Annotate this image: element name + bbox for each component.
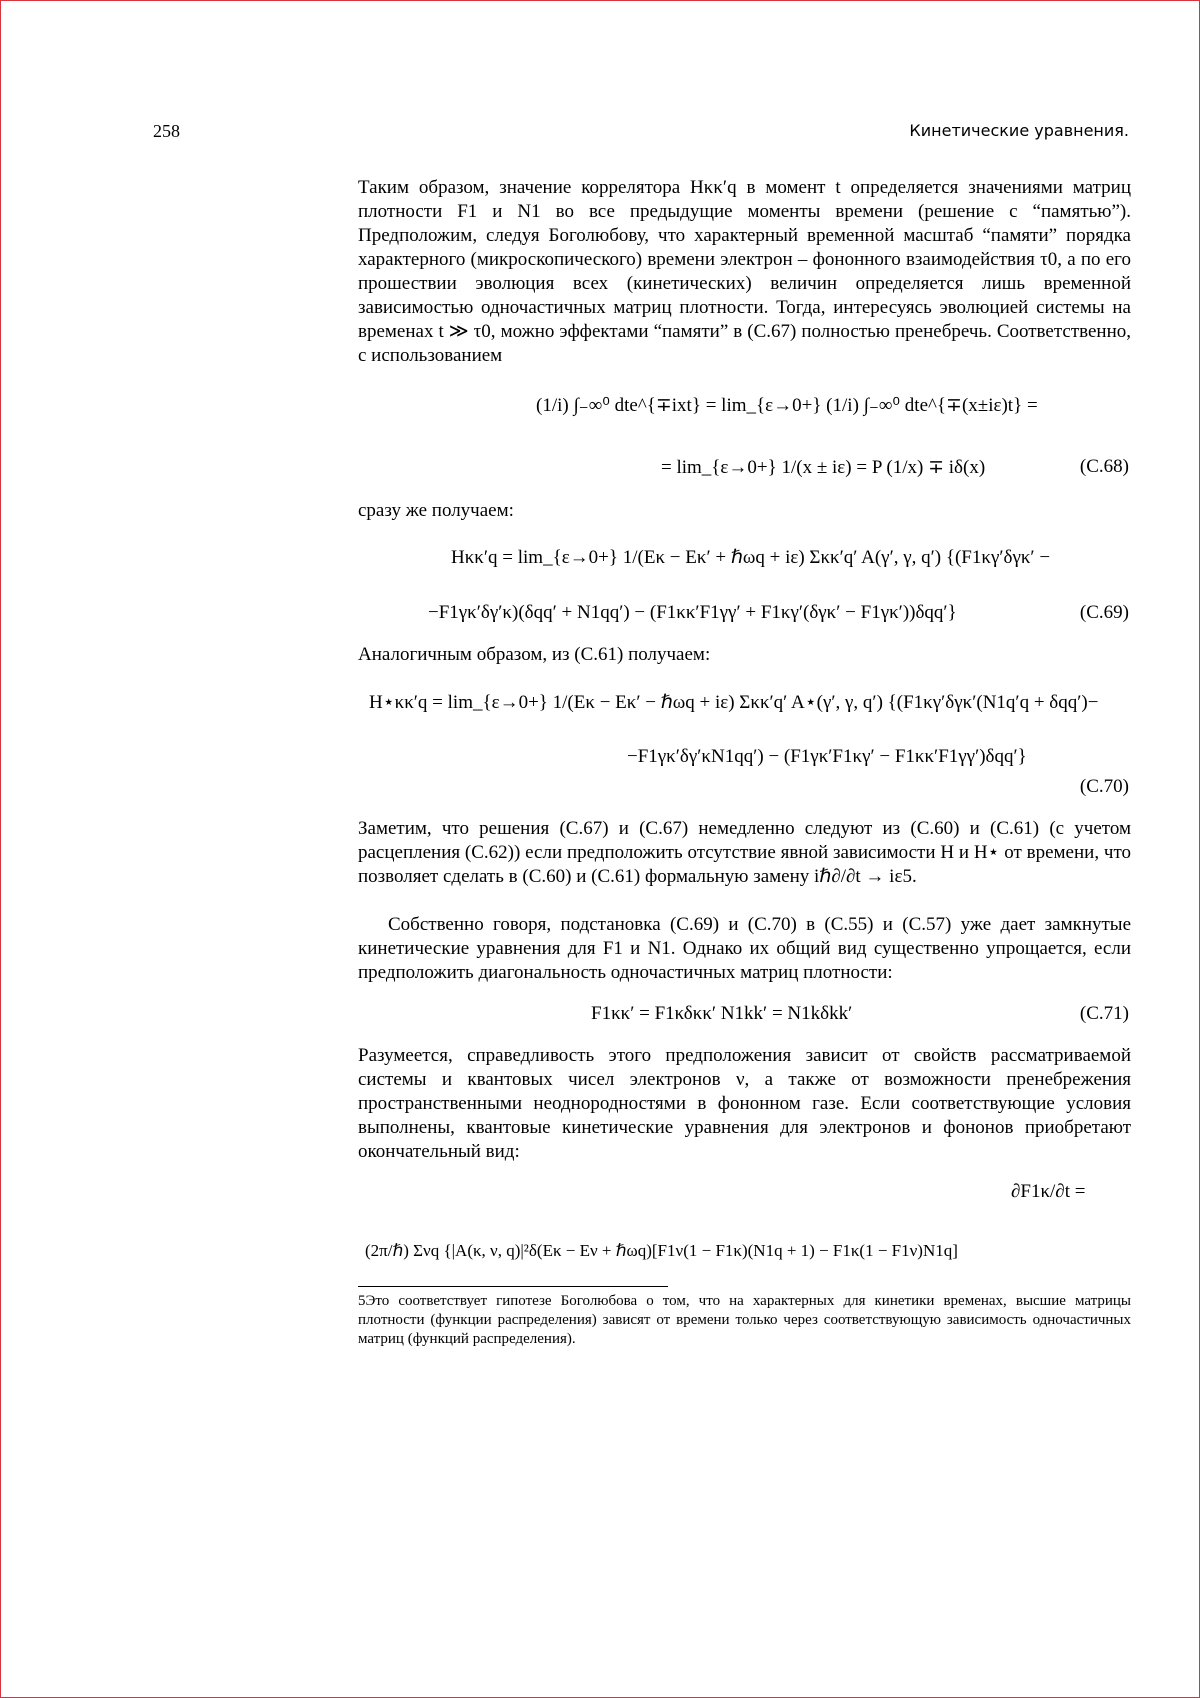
equation-number-c68: (C.68) bbox=[1079, 456, 1129, 477]
equation-final-rhs: (2π/ℏ) Σνq {|A(κ, ν, q)|²δ(Eκ − Eν + ℏωq)[F1ν(1 − F1κ)(N1q + 1) − F1κ(1 − F1ν)N1q] bbox=[365, 1241, 958, 1260]
equation-c70-line1: H⋆κκ′q = lim_{ε→0+} 1/(Eκ − Eκ′ − ℏωq + iε) Σκκ′q′ A⋆(γ′, γ, q′) {(F1κγ′δγκ′(N1q′q + δqq′)− bbox=[369, 692, 1099, 713]
equation-c68-line1: (1/i) ∫₋∞⁰ dte^{∓ixt} = lim_{ε→0+} (1/i) ∫₋∞⁰ dte^{∓(x±iε)t} = bbox=[536, 395, 1038, 416]
equation-c69-line1: Hκκ′q = lim_{ε→0+} 1/(Eκ − Eκ′ + ℏωq + iε) Σκκ′q′ A(γ′, γ, q′) {(F1κγ′δγκ′ − bbox=[451, 547, 1051, 568]
equation-c68-line2: = lim_{ε→0+} 1/(x ± iε) = P (1/x) ∓ iδ(x) bbox=[661, 457, 986, 478]
paragraph-4: Заметим, что решения (C.67) и (C.67) немедленно следуют из (C.60) и (C.61) (с учетом расцепления (C.62)) если предположить отсутствие явной зависимости H и H⋆ от времени, что позволяет сделать в (C.60) и (C.61) формальную замену iℏ∂/∂t → iε5. bbox=[358, 818, 1131, 887]
equation-c70-line2: −F1γκ′δγ′κN1qq′) − (F1γκ′F1κγ′ − F1κκ′F1γγ′)δqq′} bbox=[627, 746, 1027, 767]
paragraph-3: Аналогичным образом, из (C.61) получаем: bbox=[358, 644, 711, 665]
footnote-5: 5Это соответствует гипотезе Боголюбова о том, что на характерных для кинетики временах, высшие матрицы плотности (функции распределения) зависят от времени только через соответствующую зависимость одночастичных матриц (функций распределения). bbox=[358, 1293, 1131, 1347]
running-title: Кинетические уравнения. bbox=[909, 121, 1129, 140]
paragraph-5: Собственно говоря, подстановка (C.69) и (C.70) в (C.55) и (C.57) уже дает замкнутые кинетические уравнения для F1 и N1. Однако их общий вид существенно упрощается, если предположить диагональность одночастичных матриц плотности: bbox=[358, 914, 1131, 983]
page-number: 258 bbox=[153, 121, 180, 141]
equation-c69-line2: −F1γκ′δγ′κ)(δqq′ + N1qq′) − (F1κκ′F1γγ′ + F1κγ′(δγκ′ − F1γκ′))δqq′} bbox=[428, 602, 957, 623]
paragraph-1: Таким образом, значение коррелятора Hκκ′q в момент t определяется значениями матриц плотности F1 и N1 во все предыдущие моменты времени (решение с “памятью”). Предположим, следуя Боголюбову, что характерный временной масштаб “памяти” порядка характерного (микроскопического) времени электрон – фононного взаимодействия τ0, а по его прошествии эволюция всех (кинетических) величин определяется лишь временной зависимостью одночастичных матриц плотности. Тогда, интересуясь эволюцией системы на временах t ≫ τ0, можно эффектами “памяти” в (C.67) полностью пренебречь. Соответственно, с использованием bbox=[358, 177, 1131, 366]
paragraph-2: сразу же получаем: bbox=[358, 500, 514, 521]
equation-number-c69: (C.69) bbox=[1079, 602, 1129, 623]
equation-c71: F1κκ′ = F1κδκκ′ N1kk′ = N1kδkk′ bbox=[591, 1003, 853, 1024]
equation-final-lhs: ∂F1κ/∂t = bbox=[1011, 1181, 1086, 1202]
equation-number-c70: (C.70) bbox=[1079, 776, 1129, 797]
equation-number-c71: (C.71) bbox=[1079, 1003, 1129, 1024]
footnote-divider bbox=[358, 1286, 668, 1287]
paragraph-6: Разумеется, справедливость этого предположения зависит от свойств рассматриваемой системы и квантовых чисел электронов ν, а также от возможности пренебрежения пространственными неоднородностями в фононном газе. Если соответствующие условия выполнены, квантовые кинетические уравнения для электронов и фононов приобретают окончательный вид: bbox=[358, 1045, 1131, 1162]
